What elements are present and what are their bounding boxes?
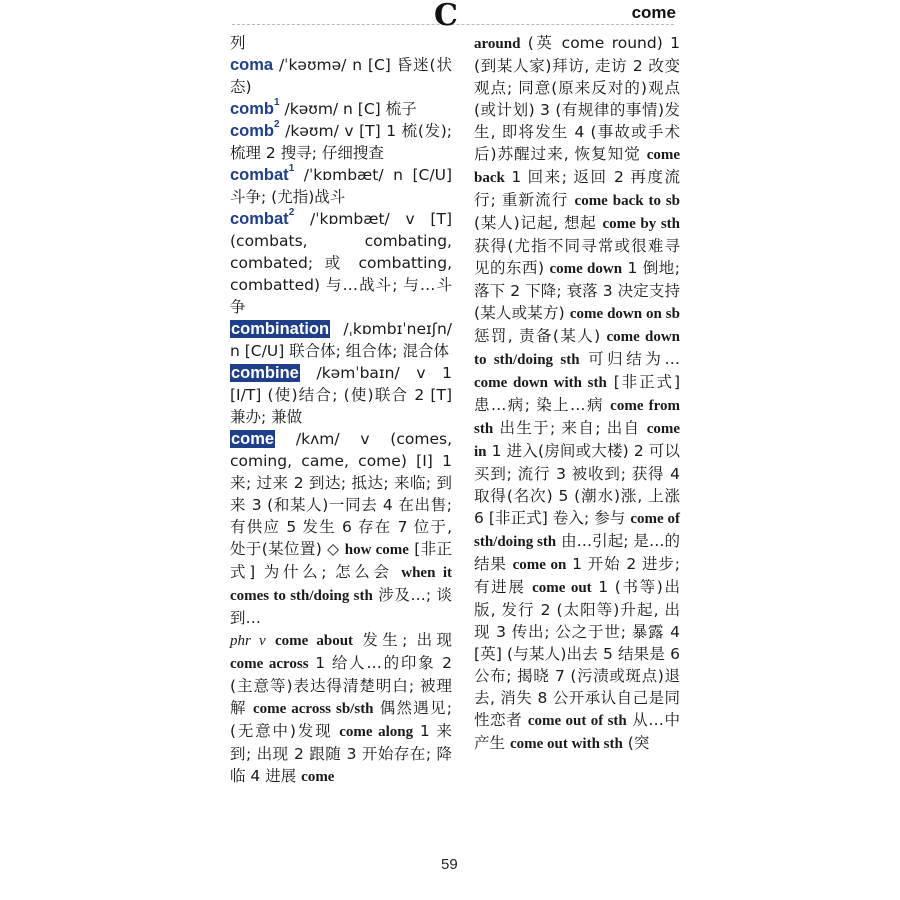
right-column (474, 32, 680, 755)
homograph-number: 1 (274, 97, 280, 108)
headword-comb-1: comb (230, 100, 275, 118)
definition: 偶然遇见; (无意中)发现 (230, 699, 452, 740)
phrase: come by sth (602, 216, 680, 232)
entry-comb-2-text: /kəʊm/ v [T] 1 梳(发); 梳理 2 搜寻; 仔细搜查 (230, 122, 452, 162)
phrasal-verbs-continued (474, 32, 680, 755)
phrase: come back to sb (574, 193, 681, 209)
entry-combination-text: /ˌkɒmbɪˈneɪʃn/ n [C/U] 联合体; 组合体; 混合体 (230, 320, 452, 360)
phrase-how-come: how come (344, 542, 409, 558)
phrase: come (301, 769, 335, 785)
headword-combat-1: combat (230, 166, 289, 184)
phrase: come across sb/sth (252, 701, 374, 717)
phrase: come down with sth (474, 375, 607, 391)
definition: 由…引起; 是…的结果 (474, 532, 680, 573)
definition: 1 给人…的印象 2 (主意等)表达得清楚明白; 被理解 (230, 654, 452, 717)
headword-combination: combination (231, 320, 330, 338)
continuation-text: 列 (230, 34, 246, 52)
phrase: come about (274, 633, 354, 649)
section-letter: C (434, 0, 458, 33)
phrase: come back (474, 147, 680, 186)
definition: 1 来到; 出现 2 跟随 3 开始存在; 降临 4 进展 (230, 722, 452, 785)
entry-combat-2 (230, 208, 452, 318)
definition: 获得(尤指不同寻常或很难寻见的东西) (474, 237, 680, 277)
phrasal-verb-label: phr v (230, 633, 266, 649)
definition: (某人)记起, 想起 (474, 214, 603, 232)
phrasal-verbs (230, 629, 452, 788)
definition: 1 进入(房间或大楼) 2 可以买到; 流行 3 被收到; 获得 4 取得(名次) 5 (潮水)涨, 上涨 6 [非正式] 卷入; 参与 (474, 442, 680, 527)
homograph-number: 1 (288, 163, 295, 174)
entry-comb-1-text: /kəʊm/ n [C] 梳子 (279, 100, 417, 118)
definition: (突 (622, 734, 650, 752)
phrase: come on (512, 557, 567, 573)
entry-combination (230, 318, 452, 362)
phrase: come of sth/doing sth (474, 511, 680, 550)
phrase: come down to sth/doing sth (474, 329, 680, 368)
entry-come-text: 涉及…; 谈到… (230, 586, 453, 627)
entry-come (230, 428, 452, 629)
entry-combine (230, 362, 452, 428)
headword-combat-2: combat (230, 210, 289, 228)
phrase: come out (532, 580, 592, 596)
entry-combat-1-text: /ˈkɒmbæt/ n [C/U] 斗争; (尤指)战斗 (230, 166, 452, 206)
headword-combine: combine (231, 364, 299, 382)
phrase: come in (474, 421, 680, 460)
phrase-when-it-comes-to: when it comes to sth/doing sth (230, 565, 452, 604)
entry-coma (230, 54, 452, 98)
definition: 1 (书等)出版, 发行 2 (太阳等)升起, 出现 3 传出; 公之于世; 暴露 4 [英] (与某人)出去 5 结果是 6 公布; 揭晓 7 (污渍或斑点)退去, 消失 8 公开承认自己是同性恋者 (474, 578, 681, 729)
phrase: come down on sb (569, 306, 680, 322)
entry-comb-1 (230, 98, 452, 120)
homograph-number: 2 (288, 207, 295, 218)
definition: 出生于; 来自; 出自 (493, 419, 647, 437)
homograph-number: 2 (274, 119, 280, 130)
phrase: around (474, 36, 521, 52)
entry-combine-text: /kəmˈbaɪn/ v 1 [I/T] (使)结合; (使)联合 2 [T] 兼办; 兼做 (230, 364, 452, 426)
phrase: come out with sth (509, 736, 623, 752)
entry-combat-2-text: /ˈkɒmbæt/ v [T] (combats, combating, combated; 或 combatting, combatted) 与…战斗; 与…斗争 (230, 210, 452, 316)
phrase: come from sth (474, 398, 681, 437)
entry-come-text: /kʌm/ v (comes, coming, came, come) [I] 1 来; 过来 2 到达; 抵达; 来临; 到来 3 (和某人)一同去 4 在出售; 有供应 5 发生 6 存在 7 位于, 处于(某位置) ◇ (230, 430, 452, 558)
entry-continuation (230, 32, 452, 54)
phrase: come across (230, 656, 309, 672)
headword-coma: coma (230, 56, 274, 74)
definition: 1 倒地; 落下 2 下降; 衰落 3 决定支持(某人或某方) (474, 259, 680, 322)
definition: [非正式] 患…病; 染上…病 (474, 373, 680, 414)
definition: 从…中产生 (474, 711, 680, 752)
phrase: come out of sth (527, 713, 627, 729)
entry-combat-1 (230, 164, 452, 208)
definition: 发生; 出现 (353, 631, 453, 649)
definition: (英 come round) 1 (到某人家)拜访, 走访 2 改变观点; 同意(原来反对的)观点(或计划) 3 (有规律的事情)发生, 即将发生 4 (事故或手术后)苏醒过来, 恢复知觉 (474, 34, 680, 163)
page-number: 59 (441, 856, 458, 873)
left-column (230, 32, 452, 788)
entry-comb-2 (230, 120, 452, 164)
phrase: come along (339, 724, 414, 740)
definition: 1 开始 2 进步; 有进展 (474, 555, 680, 596)
guide-word: come (631, 3, 676, 22)
definition: 1 回来; 返回 2 再度流行; 重新流行 (474, 168, 680, 209)
entry-coma-text: /ˈkəʊmə/ n [C] 昏迷(状态) (230, 56, 452, 96)
phrase: come down (549, 261, 623, 277)
definition: 可归结为… (579, 350, 680, 368)
headword-come: come (231, 430, 275, 448)
definition: 惩罚, 责备(某人) (474, 327, 607, 345)
headword-comb-2: comb (230, 122, 275, 140)
entry-come-text: [非正式] 为什么; 怎么会 (230, 540, 452, 581)
